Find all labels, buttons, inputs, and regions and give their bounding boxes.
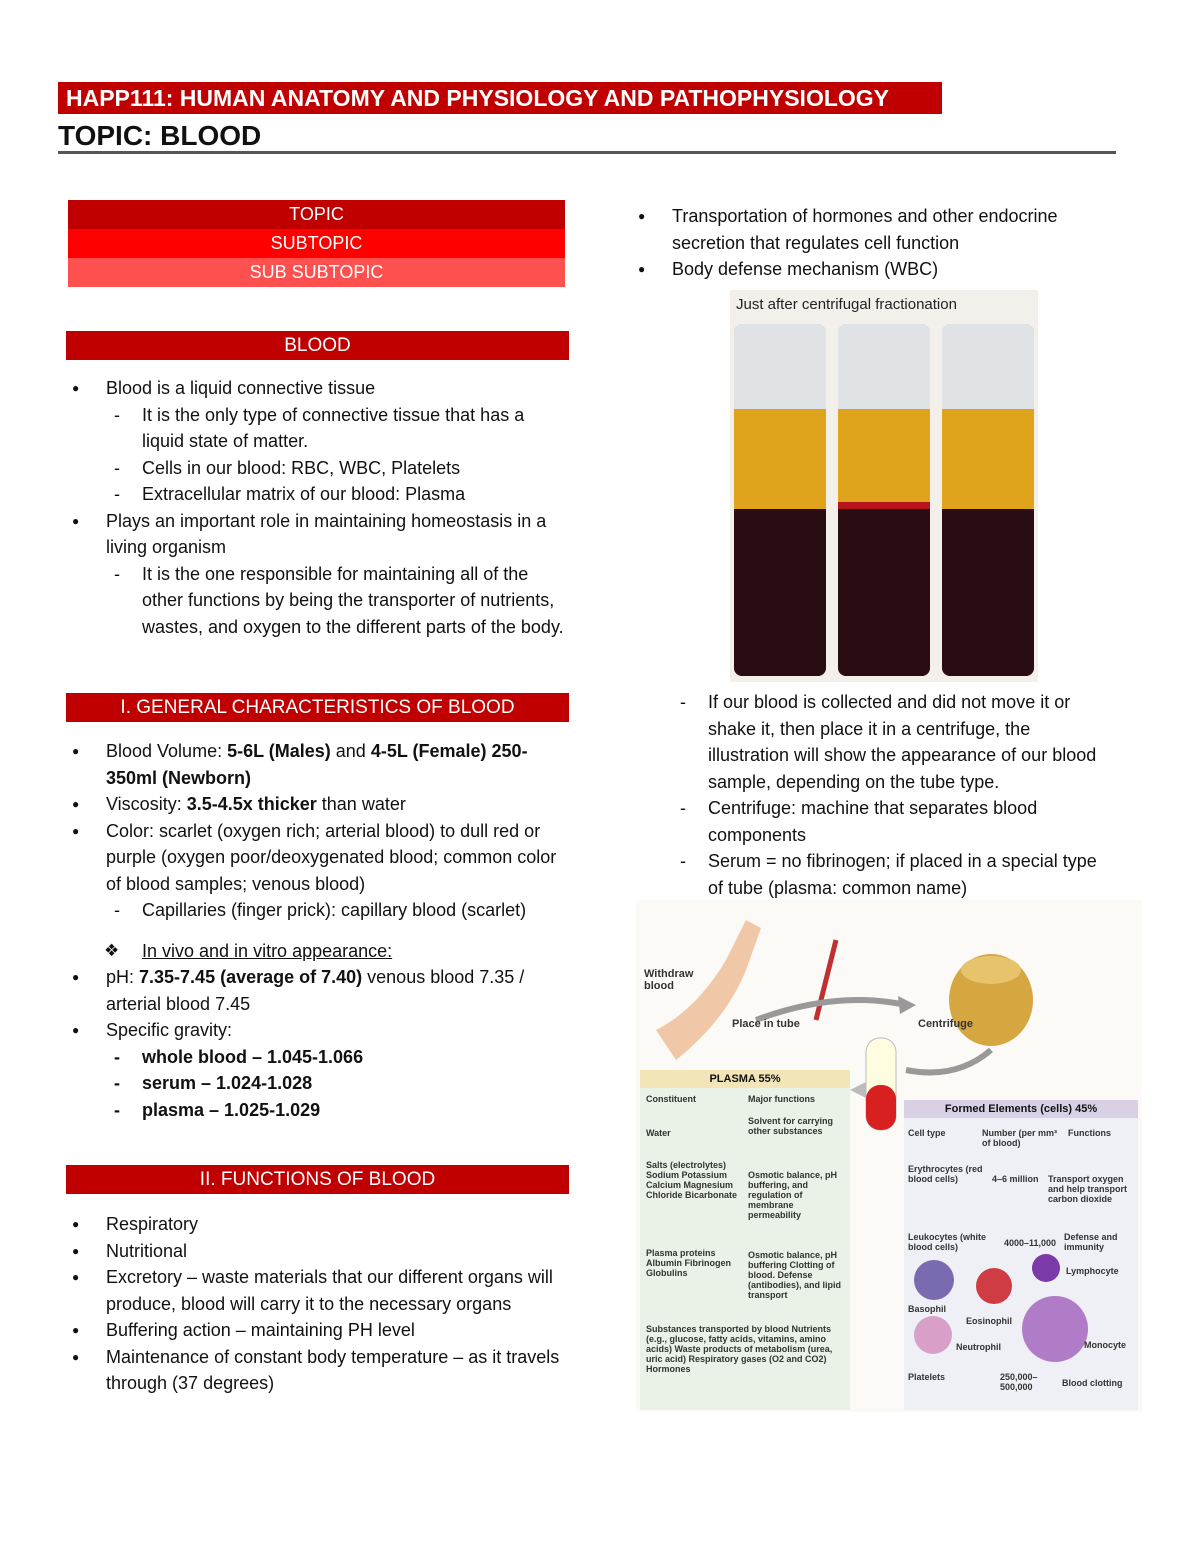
viscosity-label: Viscosity:: [106, 794, 187, 814]
sub-list-item: - whole blood – 1.045-1.066: [66, 1044, 571, 1071]
sub-list-item: - Centrifuge: machine that separates blood components: [632, 795, 1116, 848]
viscosity-value: 3.5-4.5x thicker: [186, 794, 317, 814]
list-item: ● Plays an important role in maintaining homeostasis in a living organism: [66, 508, 571, 561]
section-heading-general-characteristics: I. GENERAL CHARACTERISTICS OF BLOOD: [66, 693, 569, 722]
formed-elements-table: [904, 1100, 1138, 1410]
legend-subtopic: SUBTOPIC: [68, 229, 565, 258]
section-heading-blood: BLOOD: [66, 331, 569, 360]
centrifuge-notes: [632, 689, 1116, 901]
viscosity-rest: than water: [316, 794, 406, 814]
basophil-label: Basophil: [908, 1304, 947, 1314]
tube-3: [942, 324, 1034, 676]
sub-list-item: - plasma – 1.025-1.029: [66, 1097, 571, 1124]
lymphocyte-cell: [1032, 1254, 1060, 1282]
list-item: ● Body defense mechanism (WBC): [632, 256, 1112, 283]
sub-list-item: - serum – 1.024-1.028: [66, 1070, 571, 1097]
water-function: Solvent for carrying other substances: [748, 1116, 834, 1136]
list-item: ● Blood is a liquid connective tissue: [66, 375, 571, 402]
list-item: ● Nutritional: [66, 1238, 571, 1265]
list-item: ● Respiratory: [66, 1211, 571, 1238]
list-item: ● Buffering action – maintaining PH level: [66, 1317, 571, 1344]
ph-rest: venous blood 7.35 / arterial blood 7.45: [106, 967, 525, 1014]
leukocytes-label: Leukocytes (white blood cells): [908, 1232, 987, 1252]
leukocytes-number: 4000–11,000: [1004, 1238, 1057, 1248]
legend-subsubtopic: SUB SUBTOPIC: [68, 258, 565, 287]
platelets-function: Blood clotting: [1062, 1378, 1123, 1388]
neutrophil-cell: [914, 1316, 952, 1354]
tube-1: [734, 324, 826, 676]
blood-volume-male: 5-6L (Males): [227, 741, 331, 761]
heading-legend: [68, 200, 565, 287]
legend-topic: TOPIC: [68, 200, 565, 229]
sub-list-item: - It is the one responsible for maintaining all of the other functions by being the transporter of nutrients, wastes, and oxygen to the different parts of the body.: [66, 561, 571, 641]
ph-value: 7.35-7.45 (average of 7.40): [139, 967, 363, 987]
list-item: [66, 791, 571, 818]
list-item: ● Excretory – waste materials that our different organs will produce, blood will carry it to the necessary organs: [66, 1264, 571, 1317]
erythrocytes-function: Transport oxygen and help transport carbon dioxide: [1048, 1174, 1128, 1204]
page-title: TOPIC: BLOOD: [58, 120, 262, 151]
centrifuge-tubes-photo: [730, 290, 1038, 682]
blood-volume-label: Blood Volume:: [106, 741, 228, 761]
diamond-bullet-icon: ❖: [104, 940, 120, 960]
sub-list-item: - If our blood is collected and did not move it or shake it, then place it in a centrifuge, the illustration will show the appearance of our blood sample, depending on the tube type.: [632, 689, 1116, 795]
major-functions-header: Major functions: [748, 1094, 815, 1104]
number-header: Number (per mm³ of blood): [982, 1128, 1058, 1148]
functions-continued: [632, 203, 1112, 283]
lymphocyte-label: Lymphocyte: [1066, 1266, 1119, 1276]
blood-volume-female: 4-5L (Female) 250-350ml (Newborn): [106, 741, 528, 788]
blood-volume-and: and: [330, 741, 371, 761]
monocyte-label: Monocyte: [1084, 1340, 1127, 1350]
eosinophil-label: Eosinophil: [966, 1316, 1012, 1326]
sub-list-item: - Cells in our blood: RBC, WBC, Platelets: [66, 455, 571, 482]
course-title-banner: HAPP111: HUMAN ANATOMY AND PHYSIOLOGY AND PATHOPHYSIOLOGY: [58, 82, 942, 114]
list-item: ● Color: scarlet (oxygen rich; arterial blood) to dull red or purple (oxygen poor/deoxygenated blood; common color of blood samples; venous blood): [66, 818, 571, 898]
water-label: Water: [646, 1128, 671, 1138]
ph-label: pH:: [106, 967, 140, 987]
cell-type-header: Cell type: [908, 1128, 946, 1138]
centrifuge-label: Centrifuge: [918, 1018, 973, 1030]
invivo-heading: In vivo and in vitro appearance:: [142, 940, 393, 961]
salts-label: Salts (electrolytes) Sodium Potassium Calcium Magnesium Chloride Bicarbonate: [646, 1160, 738, 1200]
list-item: [66, 964, 571, 1017]
plasma-table-heading: PLASMA 55%: [640, 1070, 850, 1088]
platelets-label: Platelets: [908, 1372, 946, 1382]
constituent-header: Constituent: [646, 1094, 696, 1104]
proteins-label: Plasma proteins Albumin Fibrinogen Globulins: [646, 1248, 731, 1278]
list-item: [66, 938, 571, 965]
section-heading-functions: II. FUNCTIONS OF BLOOD: [66, 1165, 569, 1194]
spacer: [66, 924, 571, 938]
platelets-number: 250,000–500,000: [1000, 1372, 1038, 1392]
blood-section: [66, 375, 571, 640]
leukocytes-function: Defense and immunity: [1064, 1232, 1118, 1252]
list-item: ● Specific gravity:: [66, 1017, 571, 1044]
erythrocytes-number: 4–6 million: [992, 1174, 1039, 1184]
tube-2: [838, 324, 930, 676]
blood-composition-diagram: [636, 900, 1142, 1412]
photo-caption: Just after centrifugal fractionation: [736, 296, 957, 313]
functions-header: Functions: [1068, 1128, 1111, 1138]
neutrophil-label: Neutrophil: [956, 1342, 1001, 1352]
basophil-cell: [914, 1260, 954, 1300]
list-item: [66, 738, 571, 791]
erythrocytes-label: Erythrocytes (red blood cells): [908, 1164, 983, 1184]
transported-label: Substances transported by blood Nutrients (e.g., glucose, fatty acids, vitamins, amino acids) Waste products of metabolism (urea, uric acid) Respiratory gases (O2 and CO2) Hormones: [646, 1324, 833, 1374]
proteins-function: Osmotic balance, pH buffering Clotting of blood. Defense (antibodies), and lipid transport: [748, 1250, 841, 1300]
place-in-tube-label: Place in tube: [732, 1018, 800, 1030]
list-item: ● Transportation of hormones and other endocrine secretion that regulates cell function: [632, 203, 1112, 256]
title-divider: [58, 151, 1116, 154]
sub-list-item: - Serum = no fibrinogen; if placed in a special type of tube (plasma: common name): [632, 848, 1116, 901]
list-item: ● Maintenance of constant body temperature – as it travels through (37 degrees): [66, 1344, 571, 1397]
functions-section: [66, 1211, 571, 1397]
salts-function: Osmotic balance, pH buffering, and regulation of membrane permeability: [748, 1170, 838, 1220]
withdraw-blood-label: Withdraw blood: [644, 968, 694, 992]
sub-list-item: - Extracellular matrix of our blood: Plasma: [66, 481, 571, 508]
formed-elements-heading: Formed Elements (cells) 45%: [904, 1100, 1138, 1118]
monocyte-cell: [1022, 1296, 1088, 1362]
sub-list-item: - Capillaries (finger prick): capillary blood (scarlet): [66, 897, 571, 924]
general-characteristics-section: [66, 738, 571, 1123]
sub-list-item: - It is the only type of connective tissue that has a liquid state of matter.: [66, 402, 571, 455]
plasma-table: [640, 1070, 850, 1410]
eosinophil-cell: [976, 1268, 1012, 1304]
